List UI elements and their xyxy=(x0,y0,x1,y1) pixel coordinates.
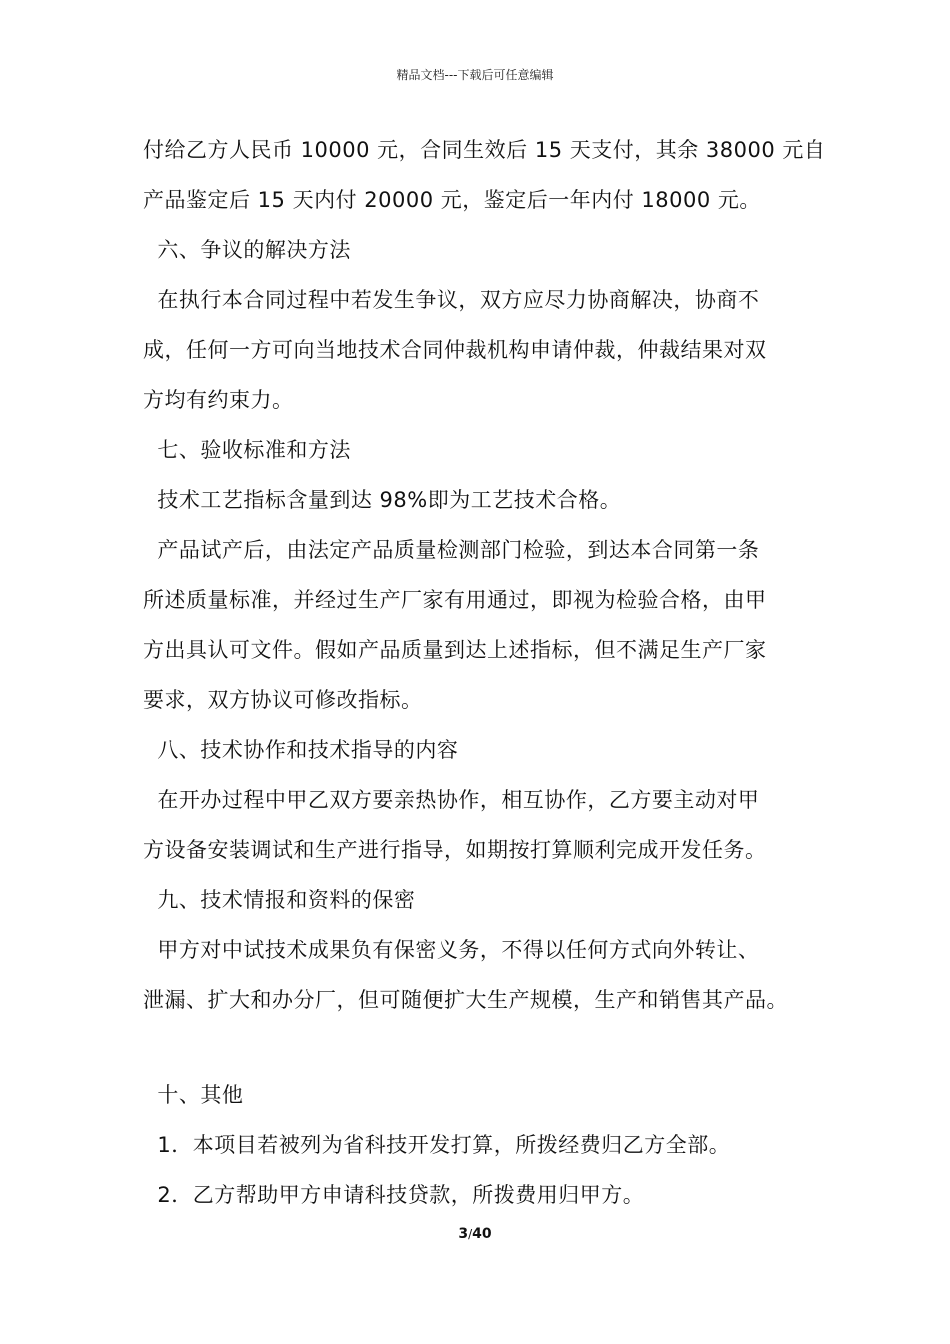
list-item: 1．本项目若被列为省科技开发打算，所拨经费归乙方全部。 xyxy=(143,1133,731,1157)
paragraph-line: 方设备安装调试和生产进行指导，如期按打算顺利完成开发任务。 xyxy=(143,838,767,862)
list-item: 2．乙方帮助甲方申请科技贷款，所拨费用归甲方。 xyxy=(143,1183,645,1207)
paragraph-line: 付给乙方人民币 10000 元，合同生效后 15 天支付，其余 38000 元自 xyxy=(143,138,826,162)
paragraph-line: 要求，双方协议可修改指标。 xyxy=(143,688,423,712)
paragraph-line: 在开办过程中甲乙双方要亲热协作，相互协作，乙方要主动对甲 xyxy=(143,788,760,812)
section-heading: 七、验收标准和方法 xyxy=(143,438,351,462)
current-page: 3 xyxy=(458,1226,469,1242)
paragraph-line: 产品试产后，由法定产品质量检测部门检验，到达本合同第一条 xyxy=(143,538,760,562)
section-heading: 十、其他 xyxy=(143,1083,244,1107)
page-separator: / xyxy=(468,1227,473,1241)
paragraph-line: 产品鉴定后 15 天内付 20000 元，鉴定后一年内付 18000 元。 xyxy=(143,188,761,212)
paragraph-line: 技术工艺指标含量到达 98%即为工艺技术合格。 xyxy=(143,488,622,512)
paragraph-line: 所述质量标准，并经过生产厂家有用通过，即视为检验合格，由甲 xyxy=(143,588,767,612)
paragraph-line: 方出具认可文件。假如产品质量到达上述指标，但不满足生产厂家 xyxy=(143,638,767,662)
paragraph-line: 方均有约束力。 xyxy=(143,388,294,412)
paragraph-line: 在执行本合同过程中若发生争议，双方应尽力协商解决，协商不 xyxy=(143,288,760,312)
page-header: 精品文档---下载后可任意编辑 xyxy=(396,68,554,82)
paragraph-line: 泄漏、扩大和办分厂，但可随便扩大生产规模，生产和销售其产品。 xyxy=(143,988,788,1012)
page-number xyxy=(0,1226,950,1242)
paragraph-line: 成，任何一方可向当地技术合同仲裁机构申请仲裁，仲裁结果对双 xyxy=(143,338,767,362)
section-heading: 九、技术情报和资料的保密 xyxy=(143,888,416,912)
section-heading: 六、争议的解决方法 xyxy=(143,238,351,262)
section-heading: 八、技术协作和技术指导的内容 xyxy=(143,738,459,762)
paragraph-line: 甲方对中试技术成果负有保密义务，不得以任何方式向外转让、 xyxy=(143,938,760,962)
total-pages: 40 xyxy=(472,1226,492,1242)
